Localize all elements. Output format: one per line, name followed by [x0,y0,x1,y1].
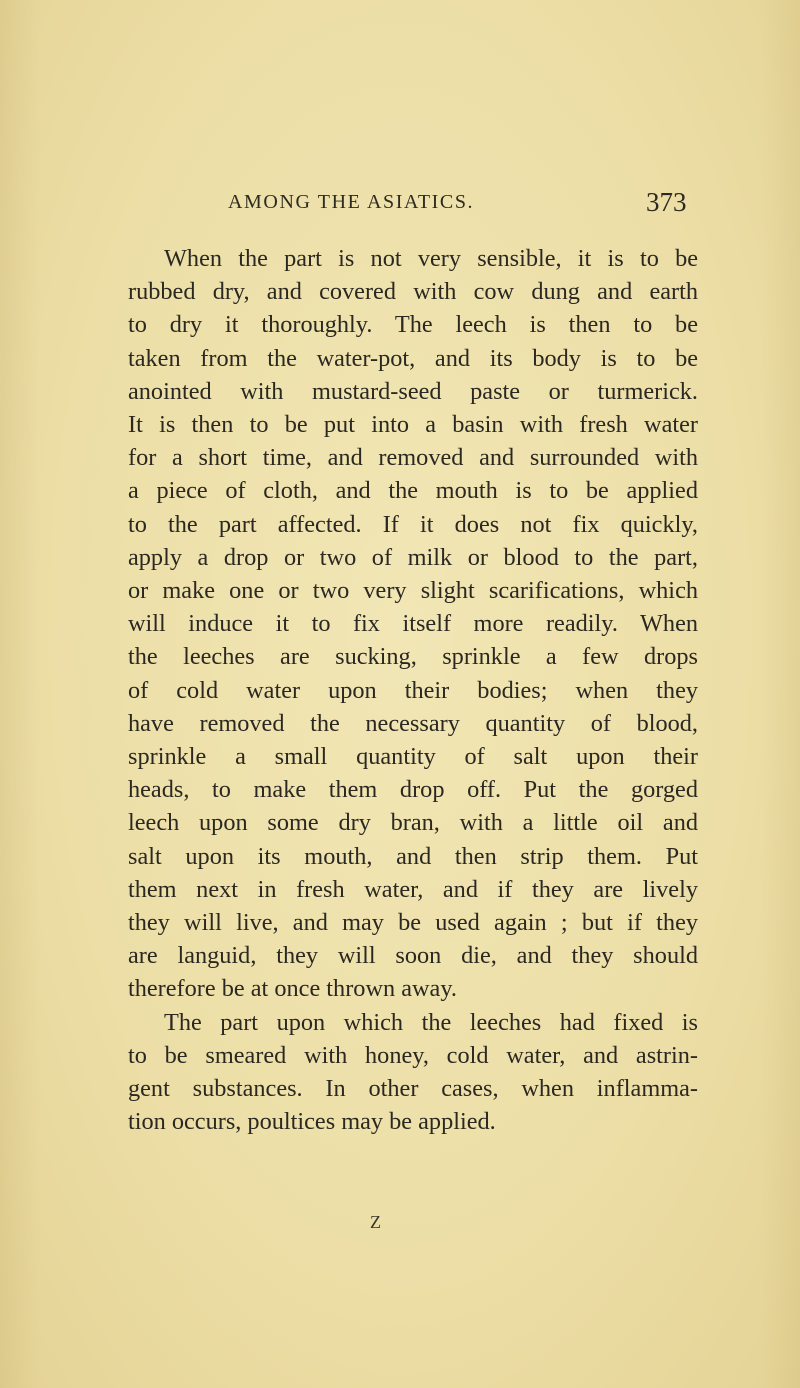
text-line: are languid, they will soon die, and they should [128,942,698,970]
text-line: salt upon its mouth, and then strip them. Put [128,842,698,870]
text-line: them next in fresh water, and if they are lively [128,875,698,903]
body-text [128,242,698,1138]
text-line: leech upon some dry bran, with a little oil and [128,809,698,837]
text-line: It is then to be put into a basin with fresh water [128,411,698,439]
text-line: therefore be at once thrown away. [128,975,457,1003]
text-line: a piece of cloth, and the mouth is to be applied [128,477,698,505]
text-line: to the part affected. If it does not fix quickly, [128,510,698,538]
page-header [0,187,800,225]
page-number: 373 [646,187,687,217]
text-line: anointed with mustard-seed paste or turmerick. [128,377,698,405]
text-line: taken from the water-pot, and its body is to be [128,344,698,372]
text-line: The part upon which the leeches had fixed is [164,1008,698,1036]
text-line: to dry it thoroughly. The leech is then to be [128,311,698,339]
text-line: apply a drop or two of milk or blood to the part, [128,543,698,571]
text-line: of cold water upon their bodies; when they [128,676,698,704]
text-line: gent substances. In other cases, when inflamma- [128,1075,698,1103]
text-line: rubbed dry, and covered with cow dung and earth [128,278,698,306]
running-head: AMONG THE ASIATICS. [228,191,475,213]
text-line: When the part is not very sensible, it is to be [164,245,698,272]
text-line: will induce it to fix itself more readily. When [128,610,698,638]
text-line: for a short time, and removed and surrounded with [128,444,698,472]
text-line: have removed the necessary quantity of blood, [128,709,698,737]
text-line: the leeches are sucking, sprinkle a few drops [128,643,698,671]
text-line: heads, to make them drop off. Put the gorged [128,776,698,804]
text-line: to be smeared with honey, cold water, and astrin- [128,1041,698,1069]
text-line: they will live, and may be used again ; but if they [128,909,698,937]
text-line: or make one or two very slight scarifications, which [128,577,698,605]
text-line: tion occurs, poultices may be applied. [128,1108,496,1136]
text-line: sprinkle a small quantity of salt upon their [128,743,698,771]
signature-mark: Z [370,1212,381,1232]
